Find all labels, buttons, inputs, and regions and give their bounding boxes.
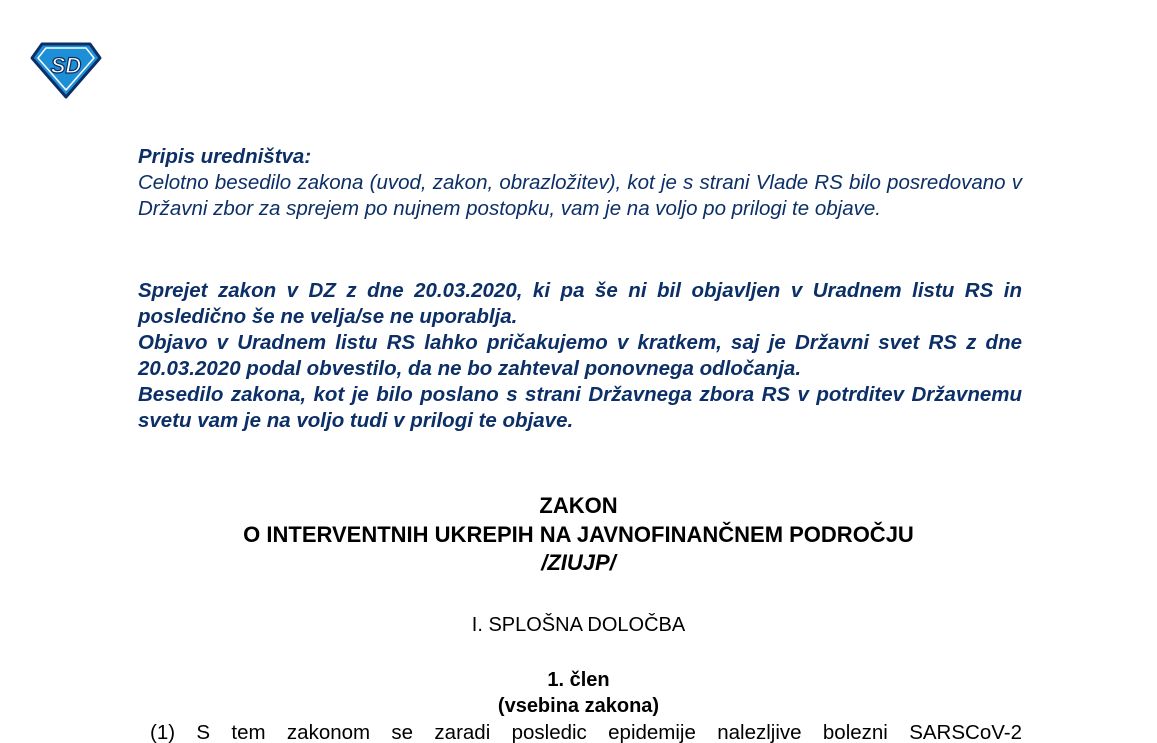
editor-note-intro [138,144,1022,222]
law-title [0,492,1157,578]
editor-note-paragraph: Objavo v Uradnem listu RS lahko pričakujemo v kratkem, saj je Državni svet RS z dne 20.03.2020 podal obvestilo, da ne bo zahteval ponovnega odločanja. [138,331,1022,380]
sd-logo [28,40,104,100]
law-title-line: O INTERVENTNIH UKREPIH NA JAVNOFINANČNEM PODROČJU [243,521,914,547]
law-title-line: ZAKON [539,493,618,518]
editor-note-paragraph: Besedilo zakona, kot je bilo poslano s strani Državnega zbora RS v potrditev Državnemu svetu vam je na voljo tudi v prilogi te objave. [138,383,1022,432]
editor-note-heading: Pripis uredništva: [138,145,312,168]
article-number: 1. člen [547,669,610,691]
law-title-line: /ZIUJP/ [541,550,616,575]
article-title: (vsebina zakona) [497,695,660,717]
editor-note-paragraph: Sprejet zakon v DZ z dne 20.03.2020, ki pa še ni bil objavljen v Uradnem listu RS in posledično še ne velja/se ne uporablja. [138,279,1022,328]
sd-diamond-logo-icon [28,40,104,100]
article-paragraph: (1) S tem zakonom se zaradi posledic epidemije nalezljive bolezni SARSCoV-2 [150,721,1022,743]
chapter-heading: I. SPLOŠNA DOLOČBA [471,614,686,636]
editor-note-paragraph: Celotno besedilo zakona (uvod, zakon, obrazložitev), kot je s strani Vlade RS bilo posredovano v Državni zbor za sprejem po nujnem postopku, vam je na voljo po prilogi te objave. [138,171,1022,220]
sd-logo-text: SD [50,53,82,78]
editor-note-status [138,278,1022,434]
